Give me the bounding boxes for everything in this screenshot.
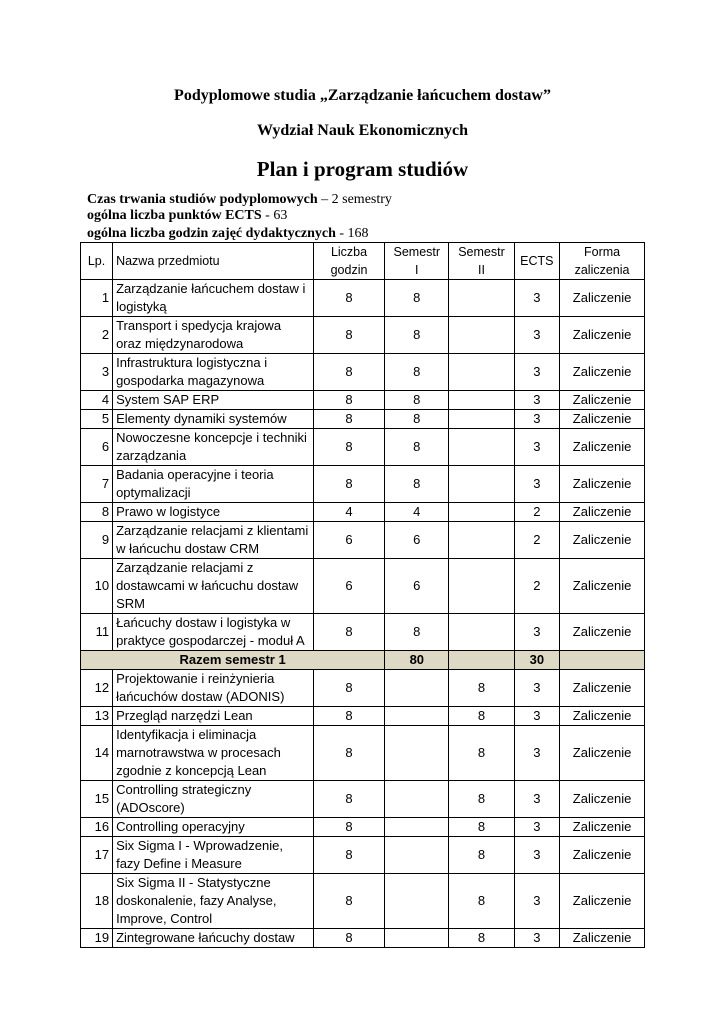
subject-name: System SAP ERP	[113, 391, 314, 410]
assessment-form: Zaliczenie	[560, 429, 645, 466]
table-row	[81, 614, 645, 651]
ects-label: ogólna liczba punktów ECTS	[87, 208, 262, 223]
semester-2-hours: 8	[449, 818, 514, 837]
ects-points: 3	[514, 429, 560, 466]
assessment-form: Zaliczenie	[560, 503, 645, 522]
subject-name: Przegląd narzędzi Lean	[113, 707, 314, 726]
subject-name: Zarządzanie łańcuchem dostaw i logistyką	[113, 280, 314, 317]
semester-2-hours: 8	[449, 874, 514, 929]
semester-1-hours: 4	[385, 503, 449, 522]
subject-name: Identyfikacja i eliminacja marnotrawstwa w procesach zgodnie z koncepcją Lean	[113, 726, 314, 781]
hours-total: 8	[313, 410, 384, 429]
hours-total: 8	[313, 317, 384, 354]
hours-total: 8	[313, 874, 384, 929]
assessment-form: Zaliczenie	[560, 559, 645, 614]
row-number: 15	[81, 781, 113, 818]
duration-label: Czas trwania studiów podyplomowych	[87, 192, 318, 207]
table-row	[81, 354, 645, 391]
subject-name: Łańcuchy dostaw i logistyka w praktyce gospodarczej - moduł A	[113, 614, 314, 651]
assessment-form: Zaliczenie	[560, 818, 645, 837]
table-row	[81, 429, 645, 466]
program-title: Podyplomowe studia „Zarządzanie łańcuchem dostaw”	[174, 87, 551, 104]
semester-1-hours: 8	[385, 410, 449, 429]
ects-points: 3	[514, 929, 560, 948]
semester-2-hours	[449, 522, 514, 559]
summary-semester-1-hours: 80	[385, 651, 449, 670]
semester-2-hours	[449, 317, 514, 354]
semester-2-hours	[449, 559, 514, 614]
assessment-form: Zaliczenie	[560, 874, 645, 929]
table-row	[81, 522, 645, 559]
assessment-form: Zaliczenie	[560, 466, 645, 503]
table-header-row	[81, 243, 645, 280]
ects-points: 3	[514, 466, 560, 503]
subject-name: Controlling operacyjny	[113, 818, 314, 837]
hours-value: - 168	[335, 226, 369, 241]
semester-1-hours	[385, 726, 449, 781]
hours-total: 8	[313, 781, 384, 818]
semester-1-hours: 8	[385, 317, 449, 354]
hours-total: 8	[313, 837, 384, 874]
semester-1-hours: 6	[385, 522, 449, 559]
row-number: 1	[81, 280, 113, 317]
semester-1-hours: 8	[385, 280, 449, 317]
assessment-form: Zaliczenie	[560, 614, 645, 651]
ects-points: 3	[514, 410, 560, 429]
summary-row-semester-1	[81, 651, 645, 670]
semester-2-hours: 8	[449, 929, 514, 948]
assessment-form: Zaliczenie	[560, 317, 645, 354]
subject-name: Nowoczesne koncepcje i techniki zarządzania	[113, 429, 314, 466]
subject-name: Prawo w logistyce	[113, 503, 314, 522]
duration-value: – 2 semestry	[317, 192, 392, 207]
row-number: 3	[81, 354, 113, 391]
subject-name: Transport i spedycja krajowa oraz międzynarodowa	[113, 317, 314, 354]
hours-total: 8	[313, 818, 384, 837]
table-row	[81, 391, 645, 410]
semester-2-hours: 8	[449, 707, 514, 726]
assessment-form: Zaliczenie	[560, 707, 645, 726]
semester-1-hours	[385, 707, 449, 726]
hours-label: ogólna liczba godzin zajęć dydaktycznych	[87, 226, 336, 241]
row-number: 4	[81, 391, 113, 410]
ects-points: 3	[514, 614, 560, 651]
header-lp: Lp.	[81, 243, 113, 280]
subject-name: Projektowanie i reinżynieria łańcuchów dostaw (ADONIS)	[113, 670, 314, 707]
row-number: 9	[81, 522, 113, 559]
semester-2-hours	[449, 614, 514, 651]
ects-points: 3	[514, 707, 560, 726]
table-row	[81, 707, 645, 726]
row-number: 7	[81, 466, 113, 503]
ects-points: 2	[514, 522, 560, 559]
assessment-form: Zaliczenie	[560, 280, 645, 317]
study-plan-table	[80, 242, 645, 948]
row-number: 14	[81, 726, 113, 781]
semester-1-hours	[385, 837, 449, 874]
assessment-form: Zaliczenie	[560, 929, 645, 948]
semester-1-hours	[385, 781, 449, 818]
table-row	[81, 929, 645, 948]
ects-points: 2	[514, 559, 560, 614]
row-number: 13	[81, 707, 113, 726]
semester-1-hours	[385, 670, 449, 707]
assessment-form: Zaliczenie	[560, 522, 645, 559]
row-number: 6	[81, 429, 113, 466]
hours-total: 8	[313, 354, 384, 391]
assessment-form: Zaliczenie	[560, 410, 645, 429]
assessment-form: Zaliczenie	[560, 354, 645, 391]
table-row	[81, 559, 645, 614]
header-name: Nazwa przedmiotu	[113, 243, 314, 280]
row-number: 12	[81, 670, 113, 707]
assessment-form: Zaliczenie	[560, 391, 645, 410]
summary-semester-2-hours	[449, 651, 514, 670]
table-row	[81, 317, 645, 354]
subject-name: Six Sigma I - Wprowadzenie, fazy Define i Measure	[113, 837, 314, 874]
subject-name: Infrastruktura logistyczna i gospodarka magazynowa	[113, 354, 314, 391]
ects-points: 3	[514, 837, 560, 874]
ects-points: 3	[514, 670, 560, 707]
summary-label: Razem semestr 1	[81, 651, 385, 670]
table-row	[81, 503, 645, 522]
row-number: 5	[81, 410, 113, 429]
ects-points: 3	[514, 354, 560, 391]
semester-2-hours: 8	[449, 781, 514, 818]
hours-total: 8	[313, 929, 384, 948]
faculty-name: Wydział Nauk Ekonomicznych	[257, 122, 468, 139]
row-number: 19	[81, 929, 113, 948]
row-number: 8	[81, 503, 113, 522]
ects-points: 3	[514, 726, 560, 781]
hours-total: 8	[313, 391, 384, 410]
header-hours: Liczba godzin	[313, 243, 384, 280]
semester-2-hours	[449, 466, 514, 503]
semester-1-hours	[385, 929, 449, 948]
semester-1-hours	[385, 874, 449, 929]
semester-2-hours	[449, 410, 514, 429]
hours-total: 8	[313, 466, 384, 503]
header-semester-2: Semestr II	[449, 243, 514, 280]
semester-1-hours: 6	[385, 559, 449, 614]
header-ects: ECTS	[514, 243, 560, 280]
page-title: Plan i program studiów	[256, 157, 469, 181]
semester-1-hours: 8	[385, 429, 449, 466]
table-row	[81, 410, 645, 429]
table-row	[81, 837, 645, 874]
subject-name: Elementy dynamiki systemów	[113, 410, 314, 429]
ects-points: 3	[514, 391, 560, 410]
hours-total: 8	[313, 429, 384, 466]
ects-points: 3	[514, 818, 560, 837]
summary-ects: 30	[514, 651, 560, 670]
ects-points: 3	[514, 280, 560, 317]
semester-2-hours: 8	[449, 837, 514, 874]
header-semester-1: Semestr I	[385, 243, 449, 280]
hours-total: 8	[313, 670, 384, 707]
summary-form	[560, 651, 645, 670]
hours-total: 8	[313, 707, 384, 726]
table-row	[81, 874, 645, 929]
row-number: 16	[81, 818, 113, 837]
ects-value: - 63	[261, 208, 288, 223]
ects-line	[87, 208, 287, 224]
subject-name: Zarządzanie relacjami z klientami w łańcuchu dostaw CRM	[113, 522, 314, 559]
semester-2-hours	[449, 280, 514, 317]
table-row	[81, 781, 645, 818]
table-row	[81, 466, 645, 503]
assessment-form: Zaliczenie	[560, 726, 645, 781]
subject-name: Zintegrowane łańcuchy dostaw	[113, 929, 314, 948]
hours-line	[87, 226, 369, 242]
table-row	[81, 818, 645, 837]
row-number: 18	[81, 874, 113, 929]
subject-name: Controlling strategiczny (ADOscore)	[113, 781, 314, 818]
semester-1-hours: 8	[385, 466, 449, 503]
subject-name: Badania operacyjne i teoria optymalizacji	[113, 466, 314, 503]
subject-name: Six Sigma II - Statystyczne doskonalenie, fazy Analyse, Improve, Control	[113, 874, 314, 929]
hours-total: 8	[313, 614, 384, 651]
hours-total: 8	[313, 280, 384, 317]
hours-total: 4	[313, 503, 384, 522]
semester-1-hours: 8	[385, 614, 449, 651]
semester-2-hours: 8	[449, 670, 514, 707]
ects-points: 3	[514, 317, 560, 354]
row-number: 11	[81, 614, 113, 651]
row-number: 10	[81, 559, 113, 614]
semester-1-hours	[385, 818, 449, 837]
subject-name: Zarządzanie relacjami z dostawcami w łańcuchu dostaw SRM	[113, 559, 314, 614]
ects-points: 2	[514, 503, 560, 522]
row-number: 2	[81, 317, 113, 354]
hours-total: 8	[313, 726, 384, 781]
semester-2-hours	[449, 391, 514, 410]
assessment-form: Zaliczenie	[560, 837, 645, 874]
table-row	[81, 726, 645, 781]
semester-1-hours: 8	[385, 391, 449, 410]
table-row	[81, 670, 645, 707]
semester-2-hours	[449, 354, 514, 391]
hours-total: 6	[313, 522, 384, 559]
semester-1-hours: 8	[385, 354, 449, 391]
semester-2-hours: 8	[449, 726, 514, 781]
duration-line	[87, 192, 392, 208]
ects-points: 3	[514, 781, 560, 818]
semester-2-hours	[449, 429, 514, 466]
ects-points: 3	[514, 874, 560, 929]
row-number: 17	[81, 837, 113, 874]
semester-2-hours	[449, 503, 514, 522]
table-row	[81, 280, 645, 317]
hours-total: 6	[313, 559, 384, 614]
assessment-form: Zaliczenie	[560, 781, 645, 818]
assessment-form: Zaliczenie	[560, 670, 645, 707]
header-form: Forma zaliczenia	[560, 243, 645, 280]
